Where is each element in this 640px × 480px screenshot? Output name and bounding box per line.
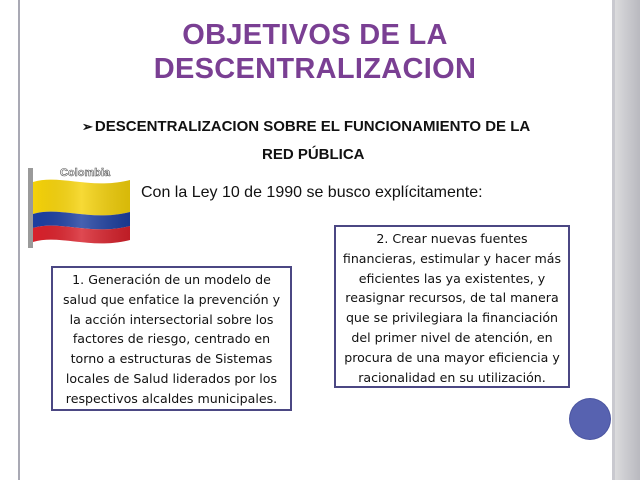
objective-box-1: 1. Generación de un modelo de salud que enfatice la prevención y la acción intersectorial sobre los factores de riesgo, centrado en torno a estructuras de Sistemas locales de Salud liderados por los respectivos alcaldes municipales. bbox=[51, 266, 292, 411]
objective-box-2: 2. Crear nuevas fuentes financieras, estimular y hacer más eficientes las ya existentes, y reasignar recursos, de tal manera que se privilegiara la financiación del primer nivel de atención, en procura de una mayor eficiencia y racionalidad en su utilización. bbox=[334, 225, 570, 388]
colombia-flag-icon bbox=[20, 154, 138, 249]
subtitle-line-1 bbox=[82, 118, 562, 135]
flag-pole bbox=[28, 168, 33, 248]
subtitle-line-2: RED PÚBLICA bbox=[262, 146, 365, 163]
flag-label: Colombia bbox=[60, 167, 111, 179]
subtitle-text-1: DESCENTRALIZACION SOBRE EL FUNCIONAMIENTO DE LA bbox=[94, 118, 531, 135]
right-rail-edge bbox=[612, 0, 615, 480]
arrow-bullet-icon: ➢ bbox=[82, 119, 93, 134]
decorative-circle bbox=[570, 399, 610, 439]
slide-title: OBJETIVOS DE LA DESCENTRALIZACION bbox=[153, 19, 477, 85]
flag-shading bbox=[33, 180, 130, 244]
intro-text: Con la Ley 10 de 1990 se busco explícitamente: bbox=[141, 184, 483, 201]
right-decorative-rail bbox=[612, 0, 640, 480]
